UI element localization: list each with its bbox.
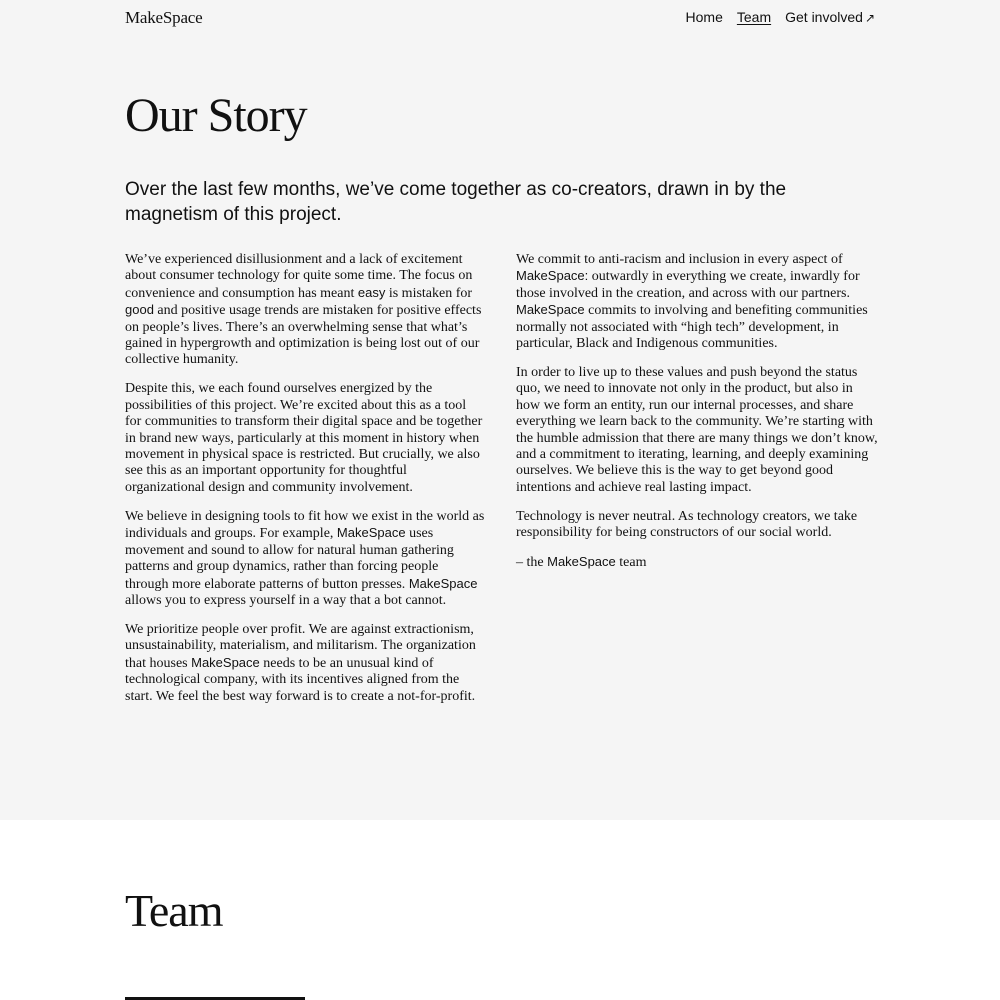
text: is mistaken for <box>385 285 473 301</box>
text: team <box>615 555 647 571</box>
nav-get-involved-link[interactable] <box>785 9 875 25</box>
story-paragraph-1 <box>125 252 485 369</box>
nav-home-link[interactable]: Home <box>685 9 723 25</box>
text: We believe in designing tools to fit how we exist in the world as individuals and groups. For example, <box>125 508 485 542</box>
nav-links <box>686 9 875 25</box>
story-paragraph-5 <box>516 252 878 352</box>
text: We prioritize people over profit. We are against extractionism, unsustainability, materialism, and militarism. The organization that houses <box>125 621 476 671</box>
text: outwardly in everything we create, inwardly for those involved in the creation, and across with our partners. <box>516 269 860 301</box>
story-paragraph-3 <box>125 509 485 609</box>
story-column-left <box>125 252 485 718</box>
logo-link[interactable]: MakeSpace <box>125 8 203 27</box>
brand-name: MakeSpace <box>191 654 260 670</box>
brand-name: MakeSpace <box>336 525 406 541</box>
text: We commit to anti-racism and inclusion in every aspect of <box>516 252 843 267</box>
emphasis-easy: easy <box>357 284 386 300</box>
arrow-up-right-icon: ↗ <box>864 11 875 25</box>
nav-team-link[interactable]: Team <box>736 9 772 25</box>
page-title: Our Story <box>125 89 307 142</box>
story-paragraph-2: Despite this, we each found ourselves energized by the possibilities of this project. We’re excited about this as a tool for communities to transform their digital space and be together in brand new ways, particularly at this moment in history when movement in physical space is restricted. But crucially, we also see this as an important opportunity for thoughtful organizational design and community involvement. <box>125 381 483 495</box>
story-paragraph-6: In order to live up to these values and push beyond the status quo, we need to innovate not only in the product, but also in how we form an entity, run our internal processes, and share everything we learn back to the community. We’re starting with the humble admission that there are many things we don’t know, and a commitment to iterating, learning, and deeply examining ourselves. We believe this is the way to get beyond good intentions and achieve real lasting impact. <box>516 365 878 495</box>
text: uses movement and sound to allow for natural human gathering patterns and group dynamics, rather than forcing people through more elaborate patterns of button presses. <box>125 526 454 592</box>
story-lead: Over the last few months, we’ve come together as co-creators, drawn in by the magnetism of this project. <box>125 179 787 225</box>
text: and positive usage trends are mistaken for positive effects on people’s lives. There’s an overwhelming sense that what’s gained in hypergrowth and optimization is being lost out of our collective humanity. <box>125 303 482 368</box>
story-column-right <box>516 252 878 584</box>
brand-name: MakeSpace <box>516 302 585 318</box>
nav-get-involved-label: Get involved <box>785 9 863 25</box>
emphasis-good: good <box>125 302 154 318</box>
brand-name: MakeSpace <box>547 554 616 570</box>
text: – the <box>516 555 548 571</box>
top-nav <box>0 0 1000 36</box>
story-signoff <box>516 554 878 571</box>
team-section <box>0 820 1000 1000</box>
story-paragraph-4 <box>125 622 485 705</box>
story-paragraph-7: Technology is never neutral. As technology creators, we take responsibility for being constructors of our social world. <box>516 508 858 541</box>
text: needs to be an unusual kind of technological company, with its incentives aligned from the start. We feel the best way forward is to create a not-for-profit. <box>125 655 476 704</box>
text: We’ve experienced disillusionment and a lack of excitement about consumer technology for quite some time. The focus on convenience and consumption has meant <box>125 252 473 301</box>
text: allows you to express yourself in a way that a bot cannot. <box>125 592 447 608</box>
brand-name: MakeSpace <box>408 575 478 591</box>
text: commits to involving and benefiting communities normally not associated with “high tech” development, in particular, Black and Indigenous communities. <box>516 303 868 352</box>
team-title: Team <box>125 885 223 936</box>
brand-name: MakeSpace: <box>516 268 589 284</box>
